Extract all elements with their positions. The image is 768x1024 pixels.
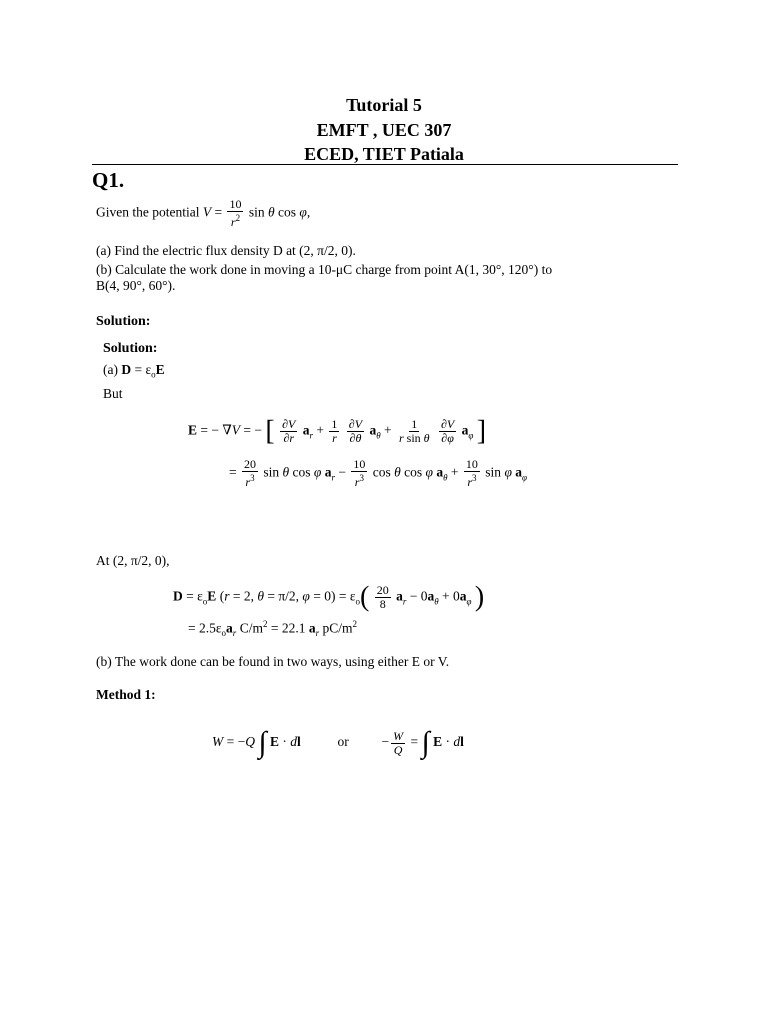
question-part-b-line2: B(4, 90°, 60°).: [96, 278, 176, 293]
relation-d-equals-eps-e: (a) $D = \varepsilon_oE$: [103, 362, 165, 380]
question-label: Q1.: [92, 168, 125, 192]
work-integral-equation: W = −Q ∫ E · dl or − $\frac{W}{Q}$ = ∫ E · dl: [212, 726, 464, 759]
or-word: or: [337, 734, 349, 750]
part-a-label: (a): [103, 362, 118, 377]
part-b-solution-text: (b) The work done can be found in two ways, using either E or V.: [96, 654, 450, 669]
title-line-3: ECED, TIET Patiala: [304, 144, 464, 164]
at-point-text: At (2, π/2, 0),: [96, 553, 170, 568]
title-line-2: EMFT , UEC 307: [316, 120, 452, 140]
but-word: But: [103, 386, 123, 401]
question-part-a: (a) Find the electric flux density D at (2, π/2, 0).: [96, 243, 356, 258]
method-1-heading: Method 1:: [96, 687, 156, 702]
title-line-1: Tutorial 5: [346, 95, 422, 115]
d-result-equation: = $2.5\varepsilon_oa_r$ $C/m^2 = 22.1$ $a_r$ $pC/m^2$: [188, 619, 357, 639]
d-at-point-equation: $D = \varepsilon_oE$ (r = 2, θ = π/2, $\varphi = 0) = \varepsilon_o$( $\frac{20}{8}$ $a_r - 0a_\theta + 0a_\varphi$ ): [173, 581, 485, 613]
e-expanded-equation: = $\frac{20}{r^3}$ sin θ cos φ $a_r$ − $\frac{10}{r^3}$ cos θ cos φ $a_\theta$ + $\frac{10}{r^3}$ sin φ $a_\varphi$: [229, 457, 528, 489]
header-divider: [92, 164, 678, 165]
solution-heading-2: Solution:: [103, 341, 158, 356]
given-prefix: Given the potential: [96, 204, 200, 220]
given-potential: Given the potential V = $\frac{10}{r^2}$ sin θ cos φ,: [96, 197, 311, 229]
solution-heading-1: Solution:: [96, 314, 151, 329]
e-gradient-equation: E = − ∇V = − [ $\frac{\partial V}{\partial r}$ $a_r$ + $\frac{1}{r}$ $\frac{\partial V}{\partial\theta}$ $a_\theta$ + $\frac{1}{\text{r sin θ}}$ $\frac{\partial V}{\partial\varphi}$ $a_\varphi$ ]: [188, 415, 487, 447]
question-part-b-line1: (b) Calculate the work done in moving a 10-μC charge from point A(1, 30°, 120°) to: [96, 262, 553, 277]
